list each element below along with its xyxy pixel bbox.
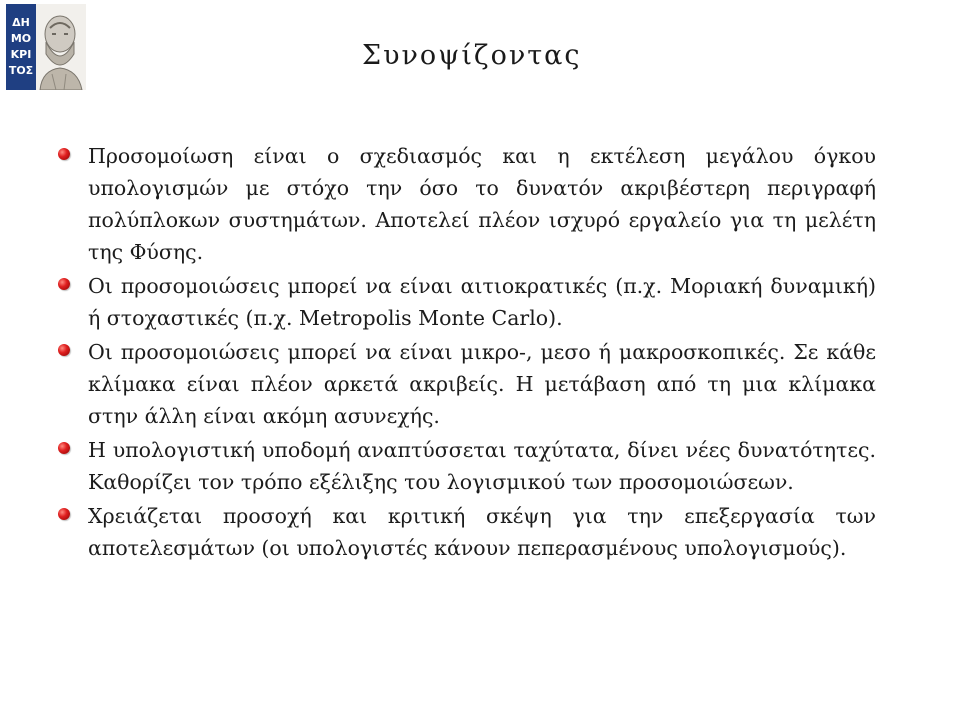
bullet-icon (58, 278, 70, 290)
bullet-icon (58, 344, 70, 356)
bullet-item (56, 270, 876, 334)
bullet-item (56, 500, 876, 564)
bullet-text: Χρειάζεται προσοχή και κριτική σκέψη για την επεξεργασία των αποτελεσμάτων (οι υπολογιστές κάνουν πεπερασμένους υπολογισμούς). (88, 504, 876, 560)
bullet-text: Προσομοίωση είναι ο σχεδιασμός και η εκτέλεση μεγάλου όγκου υπολογισμών με στόχο την όσο το δυνατόν ακριβέστερη περιγραφή πολύπλοκων συστημάτων. Αποτελεί πλέον ισχυρό εργαλείο για τη μελέτη της Φύσης. (88, 144, 876, 264)
svg-text:ΜΟ: ΜΟ (10, 32, 32, 45)
bullet-text: Η υπολογιστική υποδομή αναπτύσσεται ταχύτατα, δίνει νέες δυνατότητες. Καθορίζει τον τρόπο εξέλιξης του λογισμικού των προσομοιώσεων. (88, 438, 876, 494)
bullet-item (56, 434, 876, 498)
bullet-list (56, 140, 876, 566)
bullet-icon (58, 508, 70, 520)
bullet-text: Οι προσομοιώσεις μπορεί να είναι μικρο-, μεσο ή μακροσκοπικές. Σε κάθε κλίμακα είναι πλέον αρκετά ακριβείς. Η μετάβαση από τη μια κλίμακα στην άλλη είναι ακόμη ασυνεχής. (88, 340, 876, 428)
bullet-icon (58, 442, 70, 454)
svg-text:ΚΡΙ: ΚΡΙ (10, 48, 32, 61)
svg-text:ΤΟΣ: ΤΟΣ (8, 64, 34, 77)
slide-title: Συνοψίζοντας (362, 40, 582, 71)
demokritos-logo (6, 4, 86, 90)
bullet-item (56, 140, 876, 268)
bullet-item (56, 336, 876, 432)
bullet-icon (58, 148, 70, 160)
svg-text:ΔΗ: ΔΗ (12, 16, 30, 29)
bullet-text: Οι προσομοιώσεις μπορεί να είναι αιτιοκρατικές (π.χ. Μοριακή δυναμική) ή στοχαστικές (π.χ. Metropolis Monte Carlo). (88, 274, 876, 330)
